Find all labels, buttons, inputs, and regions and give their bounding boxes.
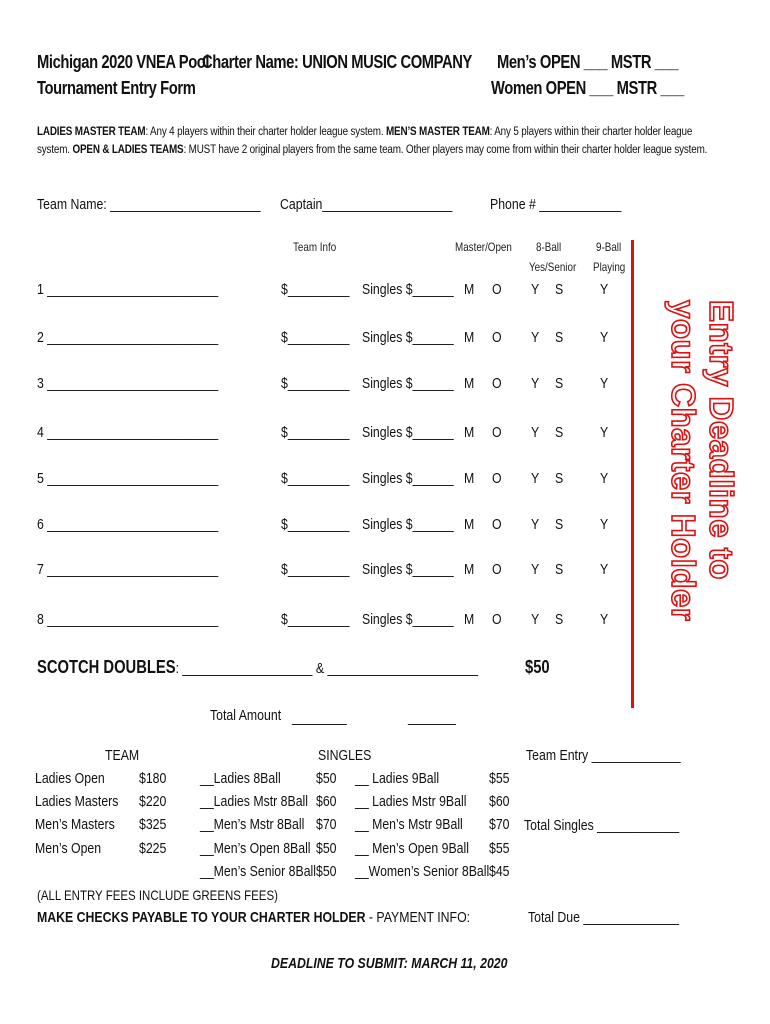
master-option[interactable]: M: [464, 516, 475, 533]
player-name-field[interactable]: 5 _________________________: [37, 470, 219, 487]
eight-ball-senior-option[interactable]: S: [555, 281, 564, 298]
player-name-field[interactable]: 6 _________________________: [37, 516, 219, 533]
nine-ball-yes-option[interactable]: Y: [600, 424, 609, 441]
team-fee-name: Men’s Open: [35, 840, 102, 857]
singles-9ball-price: $60: [489, 793, 510, 810]
team-name-field[interactable]: Team Name: ______________________: [37, 196, 261, 213]
eight-ball-senior-option[interactable]: S: [555, 329, 564, 346]
singles-8ball-price: $60: [316, 793, 337, 810]
player-singles-field[interactable]: Singles $______: [362, 470, 454, 487]
player-fee-field[interactable]: $_________: [281, 611, 350, 628]
player-fee-field[interactable]: $_________: [281, 424, 350, 441]
form-title-line2: Tournament Entry Form: [37, 78, 196, 98]
singles-8ball-price: $50: [316, 770, 337, 787]
open-ladies-text: : MUST have 2 original players from the same team. Other players may come from within their charter holder league system.: [183, 144, 708, 156]
nine-ball-yes-option[interactable]: Y: [600, 375, 609, 392]
player-name-field[interactable]: 4 _________________________: [37, 424, 219, 441]
total-due-field[interactable]: Total Due ______________: [528, 909, 680, 926]
mens-division: Men’s OPEN ___ MSTR ___: [497, 52, 679, 72]
open-option[interactable]: O: [492, 424, 502, 441]
singles-8ball-price: $50: [316, 863, 337, 880]
eight-ball-senior-option[interactable]: S: [555, 611, 564, 628]
team-fee-price: $220: [139, 793, 167, 810]
nine-ball-yes-option[interactable]: Y: [600, 561, 609, 578]
deadline-banner-line1: Entry Deadline to: [703, 300, 740, 580]
womens-division: Women OPEN ___ MSTR ___: [491, 78, 684, 98]
player-singles-field[interactable]: Singles $______: [362, 329, 454, 346]
form-title-line1: Michigan 2020 VNEA Pool: [37, 52, 210, 72]
player-name-field[interactable]: 7 _________________________: [37, 561, 219, 578]
eight-ball-yes-option[interactable]: Y: [531, 611, 540, 628]
team-fee-name: Ladies Open: [35, 770, 105, 787]
eight-ball-senior-option[interactable]: S: [555, 375, 564, 392]
player-name-field[interactable]: 3 _________________________: [37, 375, 219, 392]
column-9ball-sub: Playing: [593, 260, 626, 274]
singles-8ball-option[interactable]: __Ladies 8Ball: [200, 770, 281, 787]
player-fee-field[interactable]: $_________: [281, 516, 350, 533]
master-option[interactable]: M: [464, 561, 475, 578]
singles-9ball-price: $70: [489, 816, 510, 833]
scotch-doubles-price: $50: [525, 657, 550, 677]
player-fee-field[interactable]: $_________: [281, 470, 350, 487]
ladies-master-text: : Any 4 players within their charter holder league system.: [145, 126, 386, 138]
singles-9ball-price: $55: [489, 840, 510, 857]
open-option[interactable]: O: [492, 375, 502, 392]
team-fees-heading: TEAM: [105, 747, 140, 764]
eight-ball-yes-option[interactable]: Y: [531, 375, 540, 392]
team-fee-price: $225: [139, 840, 167, 857]
open-option[interactable]: O: [492, 611, 502, 628]
nine-ball-yes-option[interactable]: Y: [600, 516, 609, 533]
team-entry-field[interactable]: Team Entry _____________: [526, 747, 681, 764]
team-fee-price: $180: [139, 770, 167, 787]
eight-ball-senior-option[interactable]: S: [555, 516, 564, 533]
open-option[interactable]: O: [492, 281, 502, 298]
singles-9ball-option[interactable]: __ Ladies 9Ball: [355, 770, 440, 787]
checks-payable: MAKE CHECKS PAYABLE TO YOUR CHARTER HOLDER: [37, 909, 366, 926]
master-option[interactable]: M: [464, 611, 475, 628]
open-ladies-label: OPEN & LADIES TEAMS: [72, 144, 184, 156]
master-option[interactable]: M: [464, 470, 475, 487]
player-name-field[interactable]: 2 _________________________: [37, 329, 219, 346]
singles-9ball-option[interactable]: __ Men’s Mstr 9Ball: [355, 816, 463, 833]
column-9ball: 9-Ball: [596, 240, 622, 254]
eight-ball-yes-option[interactable]: Y: [531, 281, 540, 298]
deadline-to-submit: DEADLINE TO SUBMIT: MARCH 11, 2020: [271, 955, 508, 972]
singles-9ball-option[interactable]: __Women’s Senior 8Ball: [355, 863, 490, 880]
eight-ball-senior-option[interactable]: S: [555, 470, 564, 487]
phone-field[interactable]: Phone # ____________: [490, 196, 622, 213]
player-fee-field[interactable]: $_________: [281, 329, 350, 346]
scotch-doubles-label: SCOTCH DOUBLES: [37, 657, 176, 677]
column-8ball-sub: Yes/Senior: [529, 260, 577, 274]
total-amount-blank-2[interactable]: _______: [408, 709, 456, 726]
player-singles-field[interactable]: Singles $______: [362, 281, 454, 298]
singles-9ball-option[interactable]: __ Men’s Open 9Ball: [355, 840, 469, 857]
nine-ball-yes-option[interactable]: Y: [600, 281, 609, 298]
deadline-banner-text: [664, 300, 740, 621]
singles-9ball-price: $55: [489, 770, 510, 787]
open-option[interactable]: O: [492, 329, 502, 346]
nine-ball-yes-option[interactable]: Y: [600, 329, 609, 346]
open-option[interactable]: O: [492, 516, 502, 533]
player-fee-field[interactable]: $_________: [281, 375, 350, 392]
eight-ball-yes-option[interactable]: Y: [531, 561, 540, 578]
mens-master-text: : Any 5 players within their charter holder league: [489, 126, 693, 138]
scotch-doubles-blanks[interactable]: : ___________________ & ______________________: [175, 660, 478, 677]
singles-8ball-option[interactable]: __Men’s Open 8Ball: [200, 840, 311, 857]
deadline-banner-line2: your Charter Holder: [665, 300, 702, 622]
master-option[interactable]: M: [464, 375, 475, 392]
master-option[interactable]: M: [464, 281, 475, 298]
team-fee-name: Ladies Masters: [35, 793, 119, 810]
player-name-field[interactable]: 8 _________________________: [37, 611, 219, 628]
open-option[interactable]: O: [492, 561, 502, 578]
nine-ball-yes-option[interactable]: Y: [600, 611, 609, 628]
player-singles-field[interactable]: Singles $______: [362, 424, 454, 441]
eight-ball-yes-option[interactable]: Y: [531, 329, 540, 346]
deadline-banner: [640, 300, 740, 660]
singles-9ball-option[interactable]: __ Ladies Mstr 9Ball: [355, 793, 467, 810]
column-8ball: 8-Ball: [536, 240, 562, 254]
player-singles-field[interactable]: Singles $______: [362, 611, 454, 628]
ladies-master-label: LADIES MASTER TEAM: [37, 126, 146, 138]
eight-ball-yes-option[interactable]: Y: [531, 470, 540, 487]
nine-ball-yes-option[interactable]: Y: [600, 470, 609, 487]
deadline-divider: [631, 240, 634, 708]
singles-fees-heading: SINGLES: [318, 747, 372, 764]
master-option[interactable]: M: [464, 329, 475, 346]
rules-line2-prefix: system.: [37, 144, 73, 156]
captain-field[interactable]: Captain___________________: [280, 196, 453, 213]
total-amount-label: Total Amount: [210, 707, 282, 724]
player-singles-field[interactable]: Singles $______: [362, 561, 454, 578]
open-option[interactable]: O: [492, 470, 502, 487]
singles-8ball-price: $50: [316, 840, 337, 857]
eight-ball-senior-option[interactable]: S: [555, 561, 564, 578]
team-fee-price: $325: [139, 816, 167, 833]
player-singles-field[interactable]: Singles $______: [362, 375, 454, 392]
singles-9ball-price: $45: [489, 863, 510, 880]
column-team-info: Team Info: [293, 240, 337, 254]
team-fee-name: Men’s Masters: [35, 816, 115, 833]
player-fee-field[interactable]: $_________: [281, 281, 350, 298]
rules-line2: [37, 141, 707, 159]
total-singles-field[interactable]: Total Singles ____________: [524, 817, 680, 834]
master-option[interactable]: M: [464, 424, 475, 441]
column-master-open: Master/Open: [455, 240, 512, 254]
player-singles-field[interactable]: Singles $______: [362, 516, 454, 533]
scotch-doubles-row: [37, 657, 478, 678]
total-amount-blank-1[interactable]: ________: [292, 709, 347, 726]
singles-8ball-option[interactable]: __Men’s Senior 8Ball: [200, 863, 317, 880]
payment-instructions: [37, 909, 470, 926]
greens-fees-note: (ALL ENTRY FEES INCLUDE GREENS FEES): [37, 887, 278, 903]
mens-master-label: MEN’S MASTER TEAM: [385, 126, 490, 138]
payment-info: - PAYMENT INFO:: [365, 909, 471, 926]
rules-line1: [37, 123, 692, 141]
player-fee-field[interactable]: $_________: [281, 561, 350, 578]
singles-8ball-price: $70: [316, 816, 337, 833]
charter-name: Charter Name: UNION MUSIC COMPANY: [202, 52, 472, 72]
eight-ball-yes-option[interactable]: Y: [531, 424, 540, 441]
eight-ball-senior-option[interactable]: S: [555, 424, 564, 441]
singles-8ball-option[interactable]: __Ladies Mstr 8Ball: [200, 793, 309, 810]
eight-ball-yes-option[interactable]: Y: [531, 516, 540, 533]
player-name-field[interactable]: 1 _________________________: [37, 281, 219, 298]
singles-8ball-option[interactable]: __Men’s Mstr 8Ball: [200, 816, 305, 833]
